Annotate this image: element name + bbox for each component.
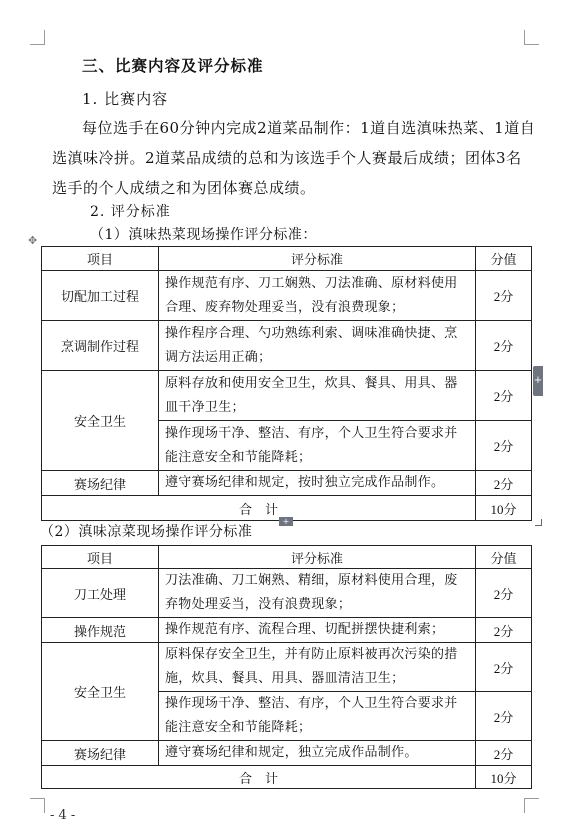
row-score: 2分 [476, 271, 532, 321]
row-criteria: 原料存放和使用安全卫生，炊具、餐具、用具、器皿干净卫生； [159, 371, 476, 421]
hot-dish-scoring-table [41, 246, 532, 521]
row-score: 2分 [476, 692, 532, 741]
row-criteria: 原料保存安全卫生，并有防止原料被再次污染的措施，炊具、餐具、用具、器皿清洁卫生； [159, 643, 476, 692]
corner-mark-top-left [30, 30, 45, 45]
row-score: 2分 [476, 643, 532, 692]
row-item: 切配加工过程 [42, 271, 159, 321]
table-row [42, 643, 532, 692]
row-criteria: 操作现场干净、整洁、有序，个人卫生符合要求并能注意安全和节能降耗； [159, 421, 476, 471]
row-item: 赛场纪律 [42, 471, 159, 496]
row-item: 烹调制作过程 [42, 321, 159, 371]
table-row [42, 618, 532, 643]
total-score: 10分 [476, 496, 532, 521]
table2-caption: （2）滇味凉菜现场操作评分标准 [40, 524, 253, 540]
content-paragraph: 每位选手在60分钟内完成2道菜品制作：1道自选滇味热菜、1道自选滇味冷拼。2道菜品成绩的总和为该选手个人赛最后成绩；团体3名选手的个人成绩之和为团体赛总成绩。 [52, 119, 536, 197]
row-criteria: 操作规范有序、流程合理、切配拼摆快捷利索； [159, 618, 476, 643]
table-row [42, 321, 532, 371]
cold-dish-scoring-table [41, 545, 532, 789]
table-move-handle-icon[interactable]: ✥ [28, 234, 38, 247]
row-criteria: 操作现场干净、整洁、有序，个人卫生符合要求并能注意安全和节能降耗； [159, 692, 476, 741]
row-criteria: 刀法准确、刀工娴熟、精细，原材料使用合理，废弃物处理妥当，没有浪费现象； [159, 569, 476, 618]
table-row [42, 569, 532, 618]
row-score: 2分 [476, 421, 532, 471]
subsection-title-scoring: 2. 评分标准 [90, 204, 171, 220]
row-item: 操作规范 [42, 618, 159, 643]
row-item: 安全卫生 [42, 643, 159, 741]
header-item: 项目 [42, 546, 159, 569]
row-criteria: 遵守赛场纪律和规定，按时独立完成作品制作。 [159, 471, 476, 496]
header-criteria: 评分标准 [159, 546, 476, 569]
row-criteria: 操作程序合理、勺功熟练利索、调味准确快捷、烹调方法运用正确； [159, 321, 476, 371]
table-header-row [42, 247, 532, 271]
row-criteria: 操作规范有序、刀工娴熟、刀法准确、原材料使用合理、废弃物处理妥当，没有浪费现象； [159, 271, 476, 321]
subsection-title-content: 1. 比赛内容 [82, 90, 169, 108]
corner-mark-bottom-right [524, 798, 539, 813]
row-score: 2分 [476, 371, 532, 421]
row-item: 赛场纪律 [42, 741, 159, 766]
header-score: 分值 [476, 546, 532, 569]
row-score: 2分 [476, 618, 532, 643]
row-score: 2分 [476, 471, 532, 496]
total-label: 合 计 [42, 766, 476, 789]
section-title: 三、比赛内容及评分标准 [82, 56, 264, 75]
corner-mark-bottom-left [30, 798, 45, 813]
total-label: 合 计 [42, 496, 476, 521]
row-item: 刀工处理 [42, 569, 159, 618]
add-row-handle-icon[interactable]: + [279, 517, 293, 526]
table-row [42, 271, 532, 321]
table-resize-handle-icon[interactable] [535, 519, 542, 526]
table-total-row [42, 766, 532, 789]
add-column-handle-icon[interactable]: + [533, 366, 543, 396]
table-row [42, 371, 532, 421]
row-item: 安全卫生 [42, 371, 159, 471]
table-row [42, 471, 532, 496]
table1-caption: （1）滇味热菜现场操作评分标准： [90, 227, 317, 243]
header-score: 分值 [476, 247, 532, 271]
corner-mark-top-right [524, 30, 539, 45]
row-criteria: 遵守赛场纪律和规定，独立完成作品制作。 [159, 741, 476, 766]
table-row [42, 741, 532, 766]
table-header-row [42, 546, 532, 569]
row-score: 2分 [476, 741, 532, 766]
total-score: 10分 [476, 766, 532, 789]
page-number: - 4 - [50, 808, 76, 823]
row-score: 2分 [476, 569, 532, 618]
header-criteria: 评分标准 [159, 247, 476, 271]
header-item: 项目 [42, 247, 159, 271]
row-score: 2分 [476, 321, 532, 371]
